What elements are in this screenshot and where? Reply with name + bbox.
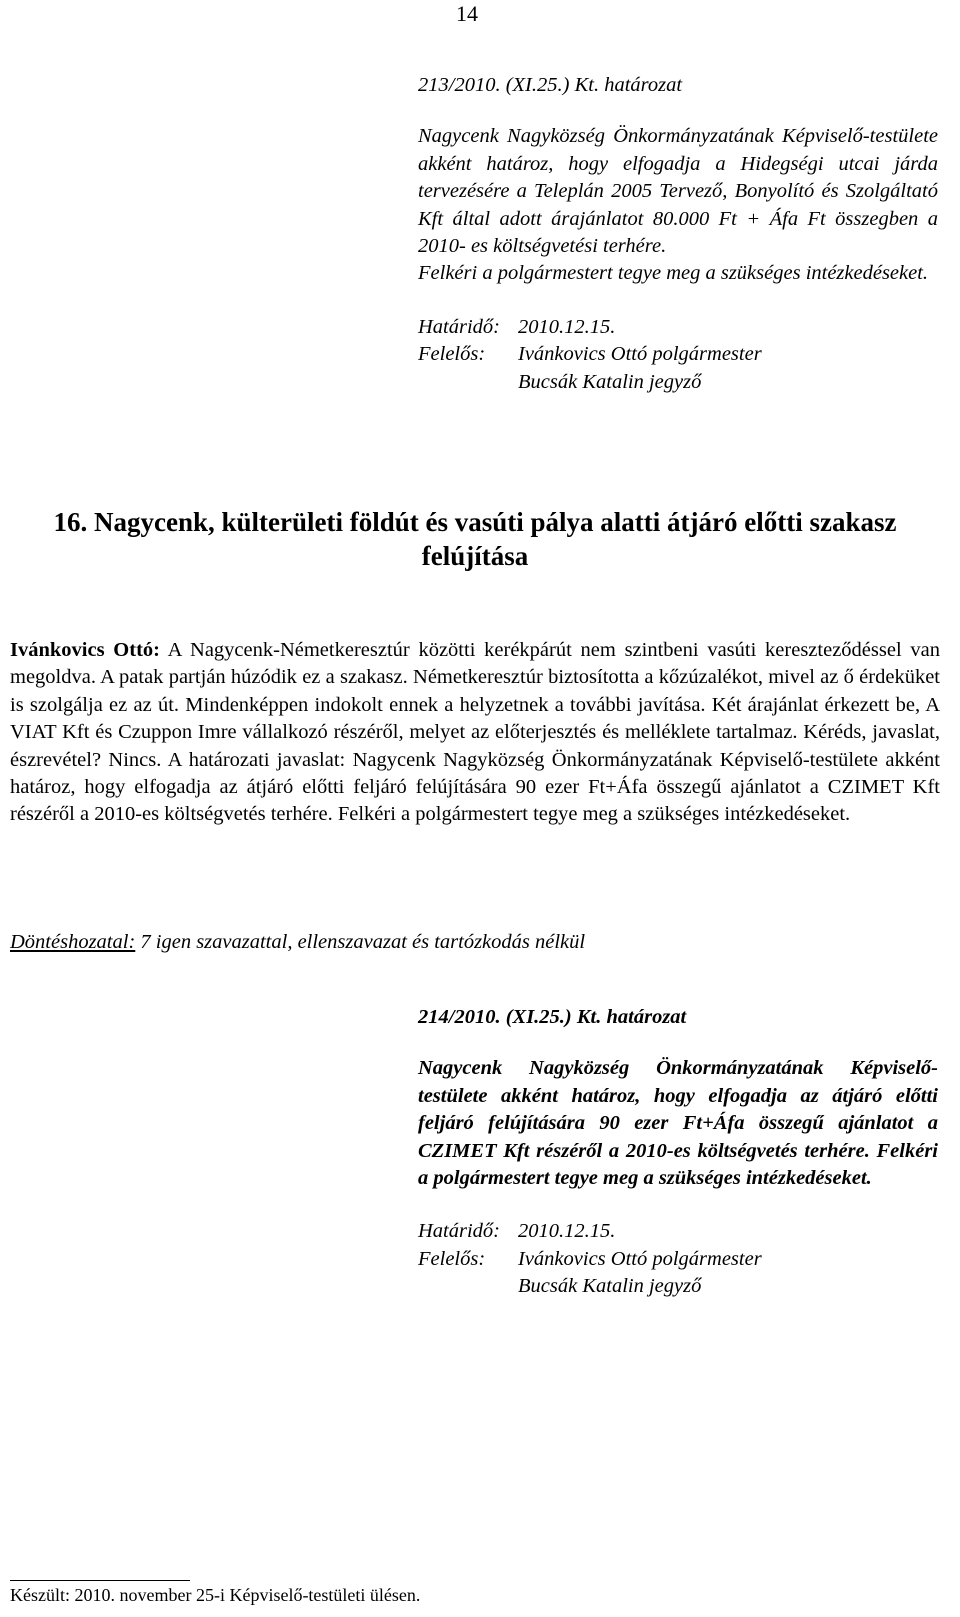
deadline-label: Határidő:: [418, 1220, 500, 1243]
page-footer: Készült: 2010. november 25-i Képviselő-testületi ülésen.: [10, 1585, 421, 1605]
decision-label: Döntéshozatal:: [10, 931, 136, 953]
resolution-213: [418, 72, 938, 396]
responsible-notary: Bucsák Katalin jegyző: [518, 370, 702, 393]
deadline-value: 2010.12.15.: [518, 1220, 616, 1243]
page-number: 14: [456, 1, 478, 26]
responsible-notary: Bucsák Katalin jegyző: [518, 1275, 702, 1298]
deadline-row: [418, 314, 938, 341]
speaker-name: Ivánkovics Ottó:: [10, 639, 160, 661]
deadline-block: [418, 314, 938, 396]
decision-text: 7 igen szavazattal, ellenszavazat és tartózkodás nélkül: [135, 931, 586, 953]
resolution-214: [418, 1004, 938, 1301]
responsible-label: Felelős:: [418, 343, 486, 366]
responsible-mayor: Ivánkovics Ottó polgármester: [518, 1247, 762, 1270]
resolution-body: Nagycenk Nagyközség Önkormányzatának Képviselő-testülete akként határoz, hogy elfogadja az átjáró előtti feljáró felújítására 90 ezer Ft+Áfa összegű ajánlatot a CZIMET Kft részéről a 2010-es költségvetés terhére. Felkéri a polgármestert tegye meg a szükséges intézkedéseket.: [418, 1057, 938, 1190]
responsible-row: [418, 341, 938, 368]
footer-divider: [10, 1580, 190, 1581]
decision-line: [10, 929, 585, 956]
deadline-label: Határidő:: [418, 315, 500, 338]
deadline-row: [418, 1218, 938, 1245]
responsible-row-2: [418, 1273, 938, 1300]
discussion-paragraph: [10, 637, 940, 829]
deadline-value: 2010.12.15.: [518, 315, 616, 338]
section-heading: 16. Nagycenk, külterületi földút és vasúti pálya alatti átjáró előtti szakasz felújítása: [53, 507, 897, 571]
discussion-text: A Nagycenk-Németkeresztúr közötti kerékpárút nem szintbeni vasúti kereszteződéssel van megoldva. A patak partján húzódik ez a szakasz. Németkeresztúr biztosította a kőzúzalékot, mivel az ő érdeküket is szolgálja ez az út. Mindenképpen indokolt ennek a helyzetnek a további javítása. Két árajánlat érkezett be, A VIAT Kft és Czuppon Imre vállalkozó részéről, melyet az előterjesztés és melléklete tartalmaz. Kéréds, javaslat, észrevétel? Nincs. A határozati javaslat: Nagycenk Nagyközség Önkormányzatának Képviselő-testülete akként határoz, hogy elfogadja az átjáró előtti feljáró felújítására 90 ezer Ft+Áfa összegű ajánlatot a CZIMET Kft részéről a 2010-es költségvetés terhére. Felkéri a polgármestert tegye meg a szükséges intézkedéseket.: [10, 639, 940, 826]
resolution-number: 213/2010. (XI.25.) Kt. határozat: [418, 74, 683, 96]
resolution-call: Felkéri a polgármestert tegye meg a szükséges intézkedéseket.: [418, 262, 929, 285]
responsible-mayor: Ivánkovics Ottó polgármester: [518, 343, 762, 366]
deadline-block: [418, 1218, 938, 1300]
resolution-number: 214/2010. (XI.25.) Kt. határozat: [418, 1006, 687, 1028]
responsible-row-2: [418, 369, 938, 396]
responsible-row: [418, 1246, 938, 1273]
responsible-label: Felelős:: [418, 1247, 486, 1270]
resolution-body: Nagycenk Nagyközség Önkormányzatának Képviselő-testülete akként határoz, hogy elfogadja a Hidegségi utcai járda tervezésére a Teleplán 2005 Tervező, Bonyolító és Szolgáltató Kft által adott árajánlatot 80.000 Ft + Áfa Ft összegben a 2010- es költségvetési terhére.: [418, 125, 938, 258]
